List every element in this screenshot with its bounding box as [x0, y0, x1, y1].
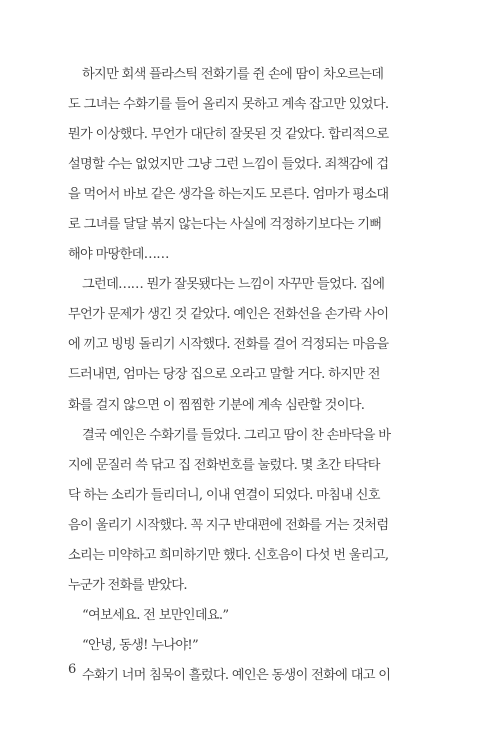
text-line: 무언가 문제가 생긴 것 같았다. 예인은 전화선을 손가락 사이 [68, 307, 389, 323]
text-line: 음이 울리기 시작했다. 꼭 지구 반대편에 전화를 거는 것처럼 [68, 517, 389, 533]
text-line: 하지만 회색 플라스틱 전화기를 쥔 손에 땀이 차오르는데 [82, 67, 384, 82]
dialogue-line: “안녕, 동생! 누나야!” [82, 637, 199, 653]
text-line: 뭔가 이상했다. 무언가 대단히 잘못된 것 같았다. 합리적으로 [68, 127, 389, 143]
text-line: 화를 걸지 않으면 이 찜찜한 기분에 계속 심란할 것이다. [68, 397, 365, 413]
text-line: 닥 하는 소리가 들리더니, 이내 연결이 되었다. 마침내 신호 [68, 487, 380, 503]
text-line: 로 그녀를 달달 볶지 않는다는 사실에 걱정하기보다는 기뻐 [68, 217, 382, 233]
page-number: 6 [68, 662, 77, 677]
text-line: 수화기 너머 침묵이 흘렀다. 예인은 동생이 전화에 대고 이 [82, 667, 391, 683]
body-text [68, 60, 413, 691]
text-line: 도 그녀는 수화기를 들어 올리지 못하고 계속 잡고만 있었다. [68, 97, 389, 113]
text-line: 소리는 미약하고 희미하기만 했다. 신호음이 다섯 번 울리고, [68, 547, 389, 563]
text-line: 을 먹어서 바보 같은 생각을 하는지도 모른다. 엄마가 평소대 [68, 187, 389, 203]
text-line: 에 끼고 빙빙 돌리기 시작했다. 전화를 걸어 걱정되는 마음을 [68, 337, 389, 353]
text-line: 해야 마땅한데…… [68, 247, 169, 263]
dialogue-line: “여보세요. 전 보만인데요.” [82, 607, 229, 623]
text-line: 결국 예인은 수화기를 들었다. 그리고 땀이 찬 손바닥을 바 [82, 427, 391, 443]
text-line: 그런데…… 뭔가 잘못됐다는 느낌이 자꾸만 들었다. 집에 [82, 277, 385, 293]
text-line: 드러내면, 엄마는 당장 집으로 오라고 말할 거다. 하지만 전 [68, 367, 380, 383]
text-line: 지에 문질러 쓱 닦고 집 전화번호를 눌렀다. 몇 초간 타닥타 [68, 457, 380, 473]
text-line: 설명할 수는 없었지만 그냥 그런 느낌이 들었다. 죄책감에 겁 [68, 157, 389, 173]
text-line: 누군가 전화를 받았다. [68, 577, 187, 593]
